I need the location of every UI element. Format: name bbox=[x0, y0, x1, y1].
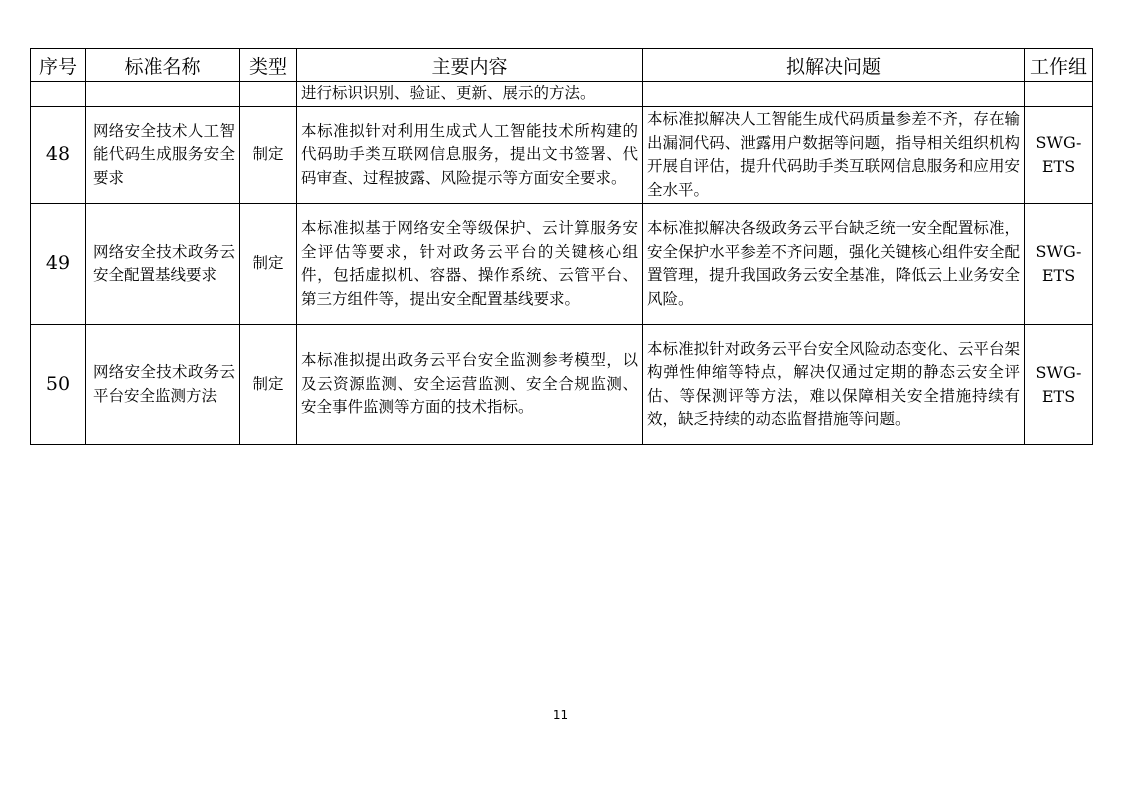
standard-name-text: 网络安全技术人工智能代码生成服务安全要求 bbox=[93, 121, 235, 187]
header-serial-number: 序号 bbox=[31, 49, 86, 82]
cell-name bbox=[86, 107, 240, 204]
cell-no bbox=[31, 82, 86, 107]
table-header-row bbox=[31, 49, 1093, 82]
cell-no: 49 bbox=[31, 204, 86, 325]
cell-name bbox=[86, 204, 240, 325]
header-standard-name: 标准名称 bbox=[86, 49, 240, 82]
cell-group bbox=[1025, 82, 1093, 107]
page-number: 11 bbox=[552, 708, 569, 722]
standards-table bbox=[30, 48, 1093, 445]
cell-problem: 本标准拟针对政务云平台安全风险动态变化、云平台架构弹性伸缩等特点，解决仅通过定期的静态云安全评估、等保测评等方法，难以保障相关安全措施持续有效，缺乏持续的动态监督措施等问题。 bbox=[643, 325, 1025, 445]
cell-content: 进行标识识别、验证、更新、展示的方法。 bbox=[297, 82, 643, 107]
table-row bbox=[31, 107, 1093, 204]
cell-group: SWG-ETS bbox=[1025, 107, 1093, 204]
cell-group: SWG-ETS bbox=[1025, 204, 1093, 325]
cell-no: 48 bbox=[31, 107, 86, 204]
standard-name-text: 网络安全技术政务云安全配置基线要求 bbox=[93, 242, 235, 284]
cell-group: SWG-ETS bbox=[1025, 325, 1093, 445]
cell-type: 制定 bbox=[240, 204, 297, 325]
cell-content: 本标准拟基于网络安全等级保护、云计算服务安全评估等要求，针对政务云平台的关键核心组件，包括虚拟机、容器、操作系统、云管平台、第三方组件等，提出安全配置基线要求。 bbox=[297, 204, 643, 325]
cell-name bbox=[86, 325, 240, 445]
header-working-group: 工作组 bbox=[1025, 49, 1093, 82]
table-row-continuation bbox=[31, 82, 1093, 107]
cell-problem: 本标准拟解决人工智能生成代码质量参差不齐，存在输出漏洞代码、泄露用户数据等问题，指导相关组织机构开展自评估，提升代码助手类互联网信息服务和应用安全水平。 bbox=[643, 107, 1025, 204]
cell-type bbox=[240, 82, 297, 107]
cell-content: 本标准拟针对利用生成式人工智能技术所构建的代码助手类互联网信息服务，提出文书签署、代码审查、过程披露、风险提示等方面安全要求。 bbox=[297, 107, 643, 204]
cell-content: 本标准拟提出政务云平台安全监测参考模型，以及云资源监测、安全运营监测、安全合规监测、安全事件监测等方面的技术指标。 bbox=[297, 325, 643, 445]
cell-type: 制定 bbox=[240, 107, 297, 204]
header-type: 类型 bbox=[240, 49, 297, 82]
table-row bbox=[31, 325, 1093, 445]
cell-problem: 本标准拟解决各级政务云平台缺乏统一安全配置标准，安全保护水平参差不齐问题，强化关键核心组件安全配置管理，提升我国政务云安全基准，降低云上业务安全风险。 bbox=[643, 204, 1025, 325]
cell-problem bbox=[643, 82, 1025, 107]
table-row bbox=[31, 204, 1093, 325]
standard-name-text: 网络安全技术政务云平台安全监测方法 bbox=[93, 363, 235, 405]
header-main-content: 主要内容 bbox=[297, 49, 643, 82]
cell-no: 50 bbox=[31, 325, 86, 445]
cell-type: 制定 bbox=[240, 325, 297, 445]
cell-name bbox=[86, 82, 240, 107]
header-problem-to-solve: 拟解决问题 bbox=[643, 49, 1025, 82]
